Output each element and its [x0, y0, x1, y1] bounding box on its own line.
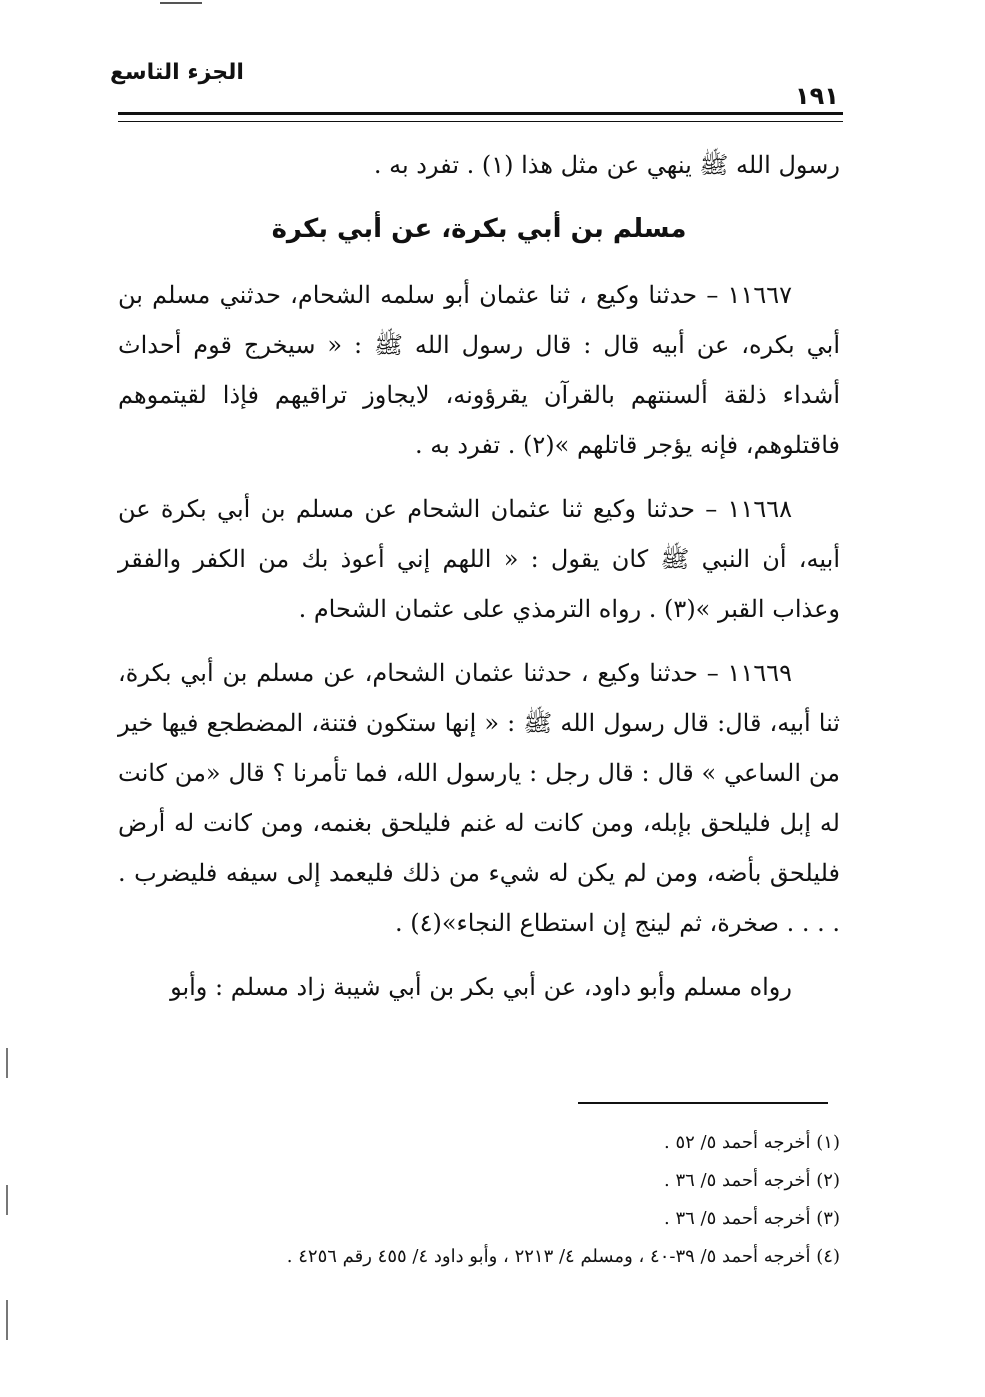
- footnote-3: (٣) أخرجه أحمد ٥/ ٣٦ .: [664, 1208, 840, 1229]
- footnote-rule: [578, 1102, 828, 1104]
- scan-mark: [160, 2, 202, 4]
- margin-mark: [6, 1185, 8, 1215]
- continuation-paragraph: رسول الله ﷺ ينهي عن مثل هذا (١) . تفرد به .: [373, 151, 840, 179]
- hadith-11669: ١١٦٦٩ – حدثنا وكيع ، حدثنا عثمان الشحام، عن مسلم بن أبي بكرة، ثنا أبيه، قال: قال رسول الله ﷺ : « إنها ستكون فتنة، المضطجع فيها خير من الساعي » قال : قال رجل : يارسول الله، فما تأمرنا ؟ قال «من كانت له إبل فليلحق بإبله، ومن كانت له غنم فليلحق بغنمه، ومن كانت له أرض فليلحق بأضه، ومن لم يكن له شيء من ذلك فليعمد إلى سيفه فليضرب . . . . . صخرة، ثم لينج إن استطاع النجاء»(٤) .: [118, 659, 840, 937]
- footnote-4: (٤) أخرجه أحمد ٥/ ٣٩-٤٠ ، ومسلم ٤/ ٢٢١٣ ، وأبو داود ٤/ ٤٥٥ رقم ٤٢٥٦ .: [286, 1246, 840, 1267]
- page-number: ١٩١: [795, 82, 839, 110]
- section-title: مسلم بن أبي بكرة، عن أبي بكرة: [271, 214, 687, 244]
- running-head: الجزء التاسع: [110, 60, 244, 85]
- body-text: [118, 140, 840, 1026]
- header-rule: [118, 112, 843, 122]
- margin-mark: [6, 1048, 8, 1078]
- hadith-11667: ١١٦٦٧ – حدثنا وكيع ، ثنا عثمان أبو سلمه الشحام، حدثني مسلم بن أبي بكره، عن أبيه قال : قال رسول الله ﷺ : « سيخرج قوم أحداث أشداء ذلقة ألسنتهم بالقرآن يقرؤونه، لايجاوز تراقيهم فإذا لقيتموهم فاقتلوهم، فإنه يؤجر قاتلهم »(٢) . تفرد به .: [118, 281, 840, 459]
- footnote-2: (٢) أخرجه أحمد ٥/ ٣٦ .: [664, 1170, 840, 1191]
- closing-paragraph: رواه مسلم وأبو داود، عن أبي بكر بن أبي شيبة زاد مسلم : وأبو: [170, 973, 792, 1001]
- margin-mark: [6, 1300, 8, 1340]
- footnote-1: (١) أخرجه أحمد ٥/ ٥٢ .: [664, 1132, 840, 1153]
- footnotes: [118, 1124, 840, 1276]
- hadith-11668: ١١٦٦٨ – حدثنا وكيع ثنا عثمان الشحام عن مسلم بن أبي بكرة عن أبيه، أن النبي ﷺ كان يقول : « اللهم إني أعوذ بك من الكفر والفقر وعذاب القبر »(٣) . رواه الترمذي على عثمان الشحام .: [118, 495, 840, 623]
